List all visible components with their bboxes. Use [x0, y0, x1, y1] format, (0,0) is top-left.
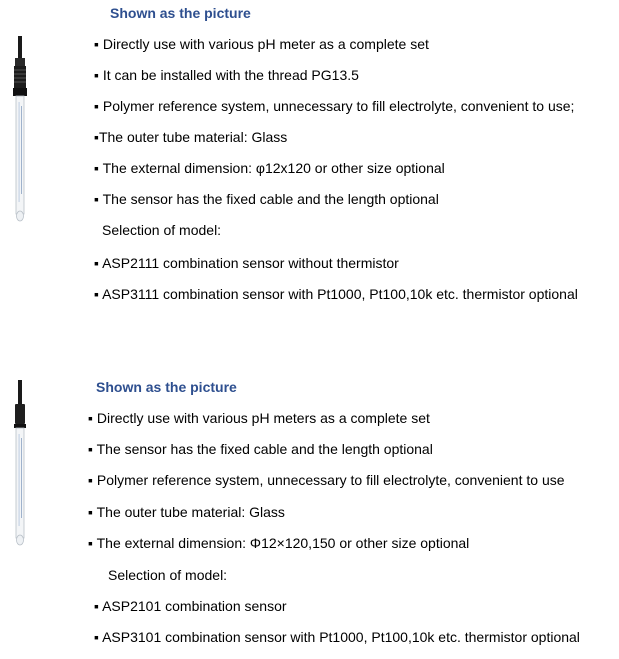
section-1-line-1: ▪ Directly use with various pH meter as a complete set — [94, 36, 429, 52]
section-1-heading: Shown as the picture — [110, 5, 251, 21]
ph-sensor-image-1 — [8, 36, 32, 228]
section-1-line-3: ▪ Polymer reference system, unnecessary to fill electrolyte, convenient to use; — [94, 98, 575, 114]
section-2-line-2: ▪ The sensor has the fixed cable and the length optional — [88, 441, 433, 457]
section-1-model-selection-label: Selection of model: — [102, 222, 222, 238]
section-1-line-5: ▪ The external dimension: φ12x120 or other size optional — [94, 160, 445, 176]
section-1-model-2: ▪ ASP3111 combination sensor with Pt1000, Pt100,10k etc. thermistor optional — [94, 286, 578, 302]
section-1-line-6: ▪ The sensor has the fixed cable and the length optional — [94, 191, 439, 207]
section-1-line-4: ▪The outer tube material: Glass — [94, 129, 288, 145]
section-2-heading: Shown as the picture — [96, 379, 237, 395]
section-2-model-2: ▪ ASP3101 combination sensor with Pt1000, Pt100,10k etc. thermistor optional — [94, 629, 580, 645]
section-2-model-1: ▪ ASP2101 combination sensor — [94, 598, 287, 614]
section-1-line-2: ▪ It can be installed with the thread PG13.5 — [94, 67, 359, 83]
section-2-line-3: ▪ Polymer reference system, unnecessary to fill electrolyte, convenient to use — [88, 472, 565, 488]
section-2-line-1: ▪ Directly use with various pH meters as a complete set — [88, 410, 430, 426]
section-2-line-5: ▪ The external dimension: Φ12×120,150 or other size optional — [88, 535, 470, 551]
ph-sensor-image-2 — [8, 380, 32, 552]
section-2-model-selection-label: Selection of model: — [108, 567, 228, 583]
section-2-line-4: ▪ The outer tube material: Glass — [88, 504, 285, 520]
section-1-model-1: ▪ ASP2111 combination sensor without thermistor — [94, 255, 399, 271]
